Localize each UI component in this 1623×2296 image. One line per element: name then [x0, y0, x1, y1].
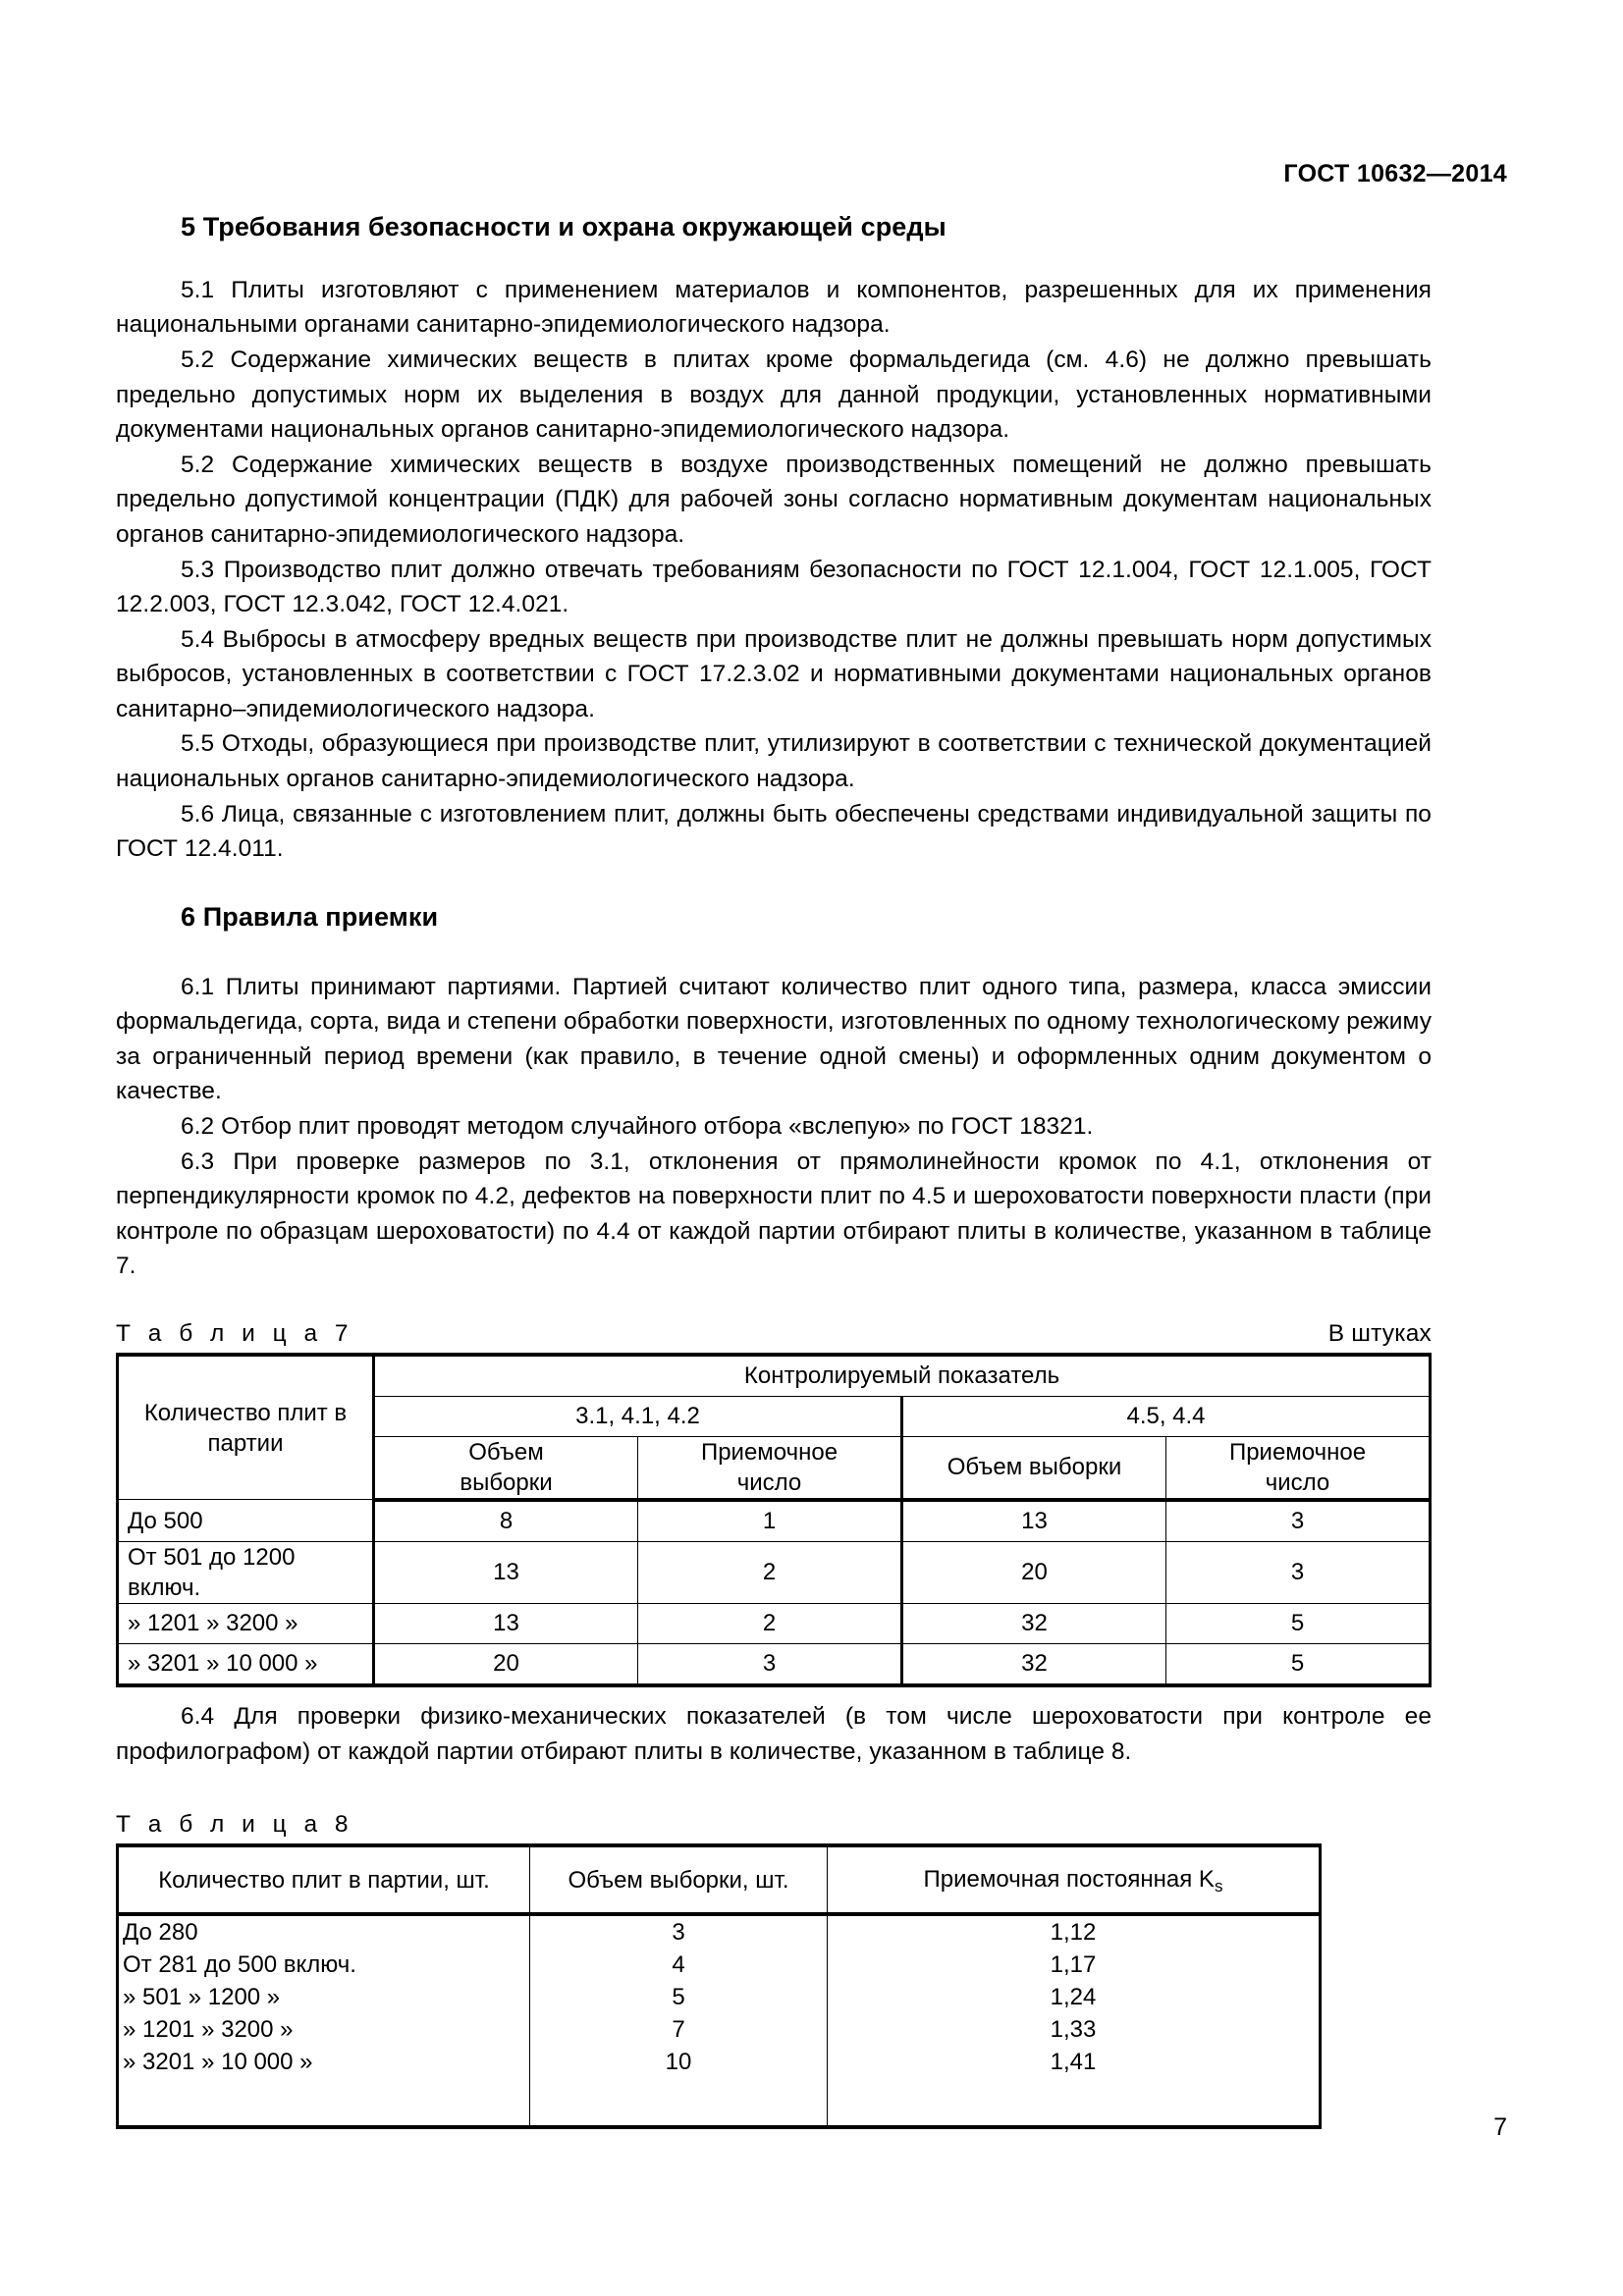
- page-content: [116, 211, 1432, 2129]
- running-header: ГОСТ 10632—2014: [1283, 160, 1507, 187]
- table-row: [118, 1541, 1431, 1603]
- table7-sub-volume-1: Объем выборки: [374, 1436, 638, 1500]
- table7-cell-label: » 3201 » 10 000 »: [118, 1643, 374, 1685]
- table7-cell-acceptance-2: 3: [1166, 1500, 1431, 1542]
- table7-span-title: Контролируемый показатель: [374, 1355, 1431, 1397]
- table7-rowlabel-header: Количество плит в партии: [118, 1355, 374, 1500]
- table8-caption: Т а б л и ц а 8: [116, 1811, 349, 1839]
- table8-pad-cell: [530, 2078, 828, 2127]
- table8-cell-label: » 501 » 1200 »: [118, 1981, 530, 2013]
- table8-cell-label: До 280: [118, 1914, 530, 1949]
- table8-bottom-padding-row: [118, 2078, 1321, 2127]
- table7-cell-volume-2: 32: [902, 1603, 1166, 1643]
- table-row: [118, 1949, 1321, 1981]
- paragraph-6-4: 6.4 Для проверки физико-механических показателей (в том числе шероховатости при контроле ее профилографом) от каждой партии отбирают плиты в количестве, указанном в таблице 8.: [116, 1702, 1432, 1765]
- table-7: [116, 1353, 1432, 1687]
- table7-cell-label: От 501 до 1200 включ.: [118, 1541, 374, 1603]
- table-8: [116, 1843, 1322, 2129]
- paragraph-5-2-a: 5.2 Содержание химических веществ в плитах кроме формальдегида (см. 4.6) не должно превышать предельно допустимых норм их выделения в воздух для данной продукции, установленных нормативными документами национальных органов санитарно-эпидемиологического надзора.: [116, 346, 1432, 444]
- table-row: [118, 2046, 1321, 2078]
- paragraph-6-2: 6.2 Отбор плит проводят методом случайного отбора «вслепую» по ГОСТ 18321.: [181, 1112, 1094, 1140]
- table8-cell-volume: 7: [530, 2013, 828, 2046]
- spacer: [116, 934, 1432, 970]
- paragraph-6-1: 6.1 Плиты принимают партиями. Партией считают количество плит одного типа, размера, класса эмиссии формальдегида, сорта, вида и степени обработки поверхности, изготовленных по одному технологическому режиму за ограниченный период времени (как правило, в течение одной смены) и оформленных одним документом о качестве.: [116, 973, 1432, 1105]
- table-row: [118, 2013, 1321, 2046]
- table7-group-2: 4.5, 4.4: [902, 1396, 1431, 1436]
- table8-cell-volume: 4: [530, 1949, 828, 1981]
- spacer: [116, 867, 1432, 901]
- table8-caption-row: [116, 1810, 1432, 1840]
- table-row: [118, 1914, 1321, 1949]
- table7-cell-acceptance-2: 3: [1166, 1541, 1431, 1603]
- table7-cell-acceptance-1: 3: [638, 1643, 902, 1685]
- table8-cell-constant: 1,17: [828, 1949, 1321, 1981]
- table7-cell-acceptance-1: 2: [638, 1541, 902, 1603]
- table8-cell-label: От 281 до 500 включ.: [118, 1949, 530, 1981]
- table7-header-row-1: [118, 1355, 1431, 1397]
- table8-cell-constant: 1,24: [828, 1981, 1321, 2013]
- section-title-6: 6 Правила приемки: [181, 901, 439, 932]
- table8-header-constant: Приемочная постоянная $K_s$: [828, 1845, 1321, 1914]
- table8-cell-volume: 3: [530, 1914, 828, 1949]
- table8-pad-cell: [828, 2078, 1321, 2127]
- table8-cell-constant: 1,33: [828, 2013, 1321, 2046]
- table7-cell-acceptance-2: 5: [1166, 1603, 1431, 1643]
- table7-cell-acceptance-2: 5: [1166, 1643, 1431, 1685]
- table7-cell-acceptance-1: 1: [638, 1500, 902, 1542]
- paragraph-5-4: 5.4 Выбросы в атмосферу вредных веществ при производстве плит не должны превышать норм допустимых выбросов, установленных в соответствии с ГОСТ 17.2.3.02 и нормативными документами национальных органов санитарно–эпидемиологического надзора.: [116, 625, 1432, 722]
- table8-pad-cell: [118, 2078, 530, 2127]
- paragraph-5-5: 5.5 Отходы, образующиеся при производстве плит, утилизируют в соответствии с технической документацией национальных органов санитарно-эпидемиологического надзора.: [116, 730, 1432, 793]
- table7-sub-acceptance-1: Приемочное число: [638, 1436, 902, 1500]
- table7-cell-volume-1: 13: [374, 1603, 638, 1643]
- page-number: 7: [1493, 2113, 1507, 2141]
- table7-cell-volume-1: 13: [374, 1541, 638, 1603]
- table-row: [118, 1981, 1321, 2013]
- table7-sub-acceptance-2: Приемочное число: [1166, 1436, 1431, 1500]
- spacer: [116, 244, 1432, 273]
- table8-header-volume: Объем выборки, шт.: [530, 1845, 828, 1914]
- table8-cell-volume: 5: [530, 1981, 828, 2013]
- table-row: [118, 1500, 1431, 1542]
- table7-cell-label: До 500: [118, 1500, 374, 1542]
- table7-sub-volume-2: Объем выборки: [902, 1436, 1166, 1500]
- paragraph-5-6: 5.6 Лица, связанные с изготовлением плит, должны быть обеспечены средствами индивидуальной защиты по ГОСТ 12.4.011.: [116, 800, 1432, 863]
- table-row: [118, 1603, 1431, 1643]
- table8-header-row: [118, 1845, 1321, 1914]
- table7-cell-volume-2: 32: [902, 1643, 1166, 1685]
- table7-cell-volume-2: 20: [902, 1541, 1166, 1603]
- table7-caption: Т а б л и ц а 7: [116, 1319, 349, 1347]
- paragraph-6-3: 6.3 При проверке размеров по 3.1, отклонения от прямолинейности кромок по 4.1, отклонения от перпендикулярности кромок по 4.2, дефектов на поверхности плит по 4.5 и шероховатости поверхности пласти (при контроле по образцам шероховатости) по 4.4 от каждой партии отбирают плиты в количестве, указанном в таблице 7.: [116, 1148, 1432, 1280]
- paragraph-5-3: 5.3 Производство плит должно отвечать требованиям безопасности по ГОСТ 12.1.004, ГОСТ 12.1.005, ГОСТ 12.2.003, ГОСТ 12.3.042, ГОСТ 12.4.021.: [116, 556, 1432, 618]
- paragraph-5-2-b: 5.2 Содержание химических веществ в воздухе производственных помещений не должно превышать предельно допустимой концентрации (ПДК) для рабочей зоны согласно нормативным документам национальных органов санитарно-эпидемиологического надзора.: [116, 451, 1432, 548]
- table8-header-quantity: Количество плит в партии, шт.: [118, 1845, 530, 1914]
- table8-cell-label: » 1201 » 3200 »: [118, 2013, 530, 2046]
- table8-cell-constant: 1,41: [828, 2046, 1321, 2078]
- paragraph-5-1: 5.1 Плиты изготовляют с применением материалов и компонентов, разрешенных для их применения национальными органами санитарно-эпидемиологического надзора.: [116, 276, 1432, 339]
- table7-cell-volume-1: 8: [374, 1500, 638, 1542]
- table7-group-1: 3.1, 4.1, 4.2: [374, 1396, 902, 1436]
- table7-caption-row: [116, 1319, 1432, 1349]
- table7-units-note: В штуках: [1327, 1319, 1432, 1347]
- section-title-5: 5 Требования безопасности и охрана окружающей среды: [181, 212, 947, 241]
- table8-cell-label: » 3201 » 10 000 »: [118, 2046, 530, 2078]
- table7-cell-volume-2: 13: [902, 1500, 1166, 1542]
- table-row: [118, 1643, 1431, 1685]
- table7-cell-volume-1: 20: [374, 1643, 638, 1685]
- table7-cell-label: » 1201 » 3200 »: [118, 1603, 374, 1643]
- table8-cell-constant: 1,12: [828, 1914, 1321, 1949]
- table8-cell-volume: 10: [530, 2046, 828, 2078]
- table7-cell-acceptance-1: 2: [638, 1603, 902, 1643]
